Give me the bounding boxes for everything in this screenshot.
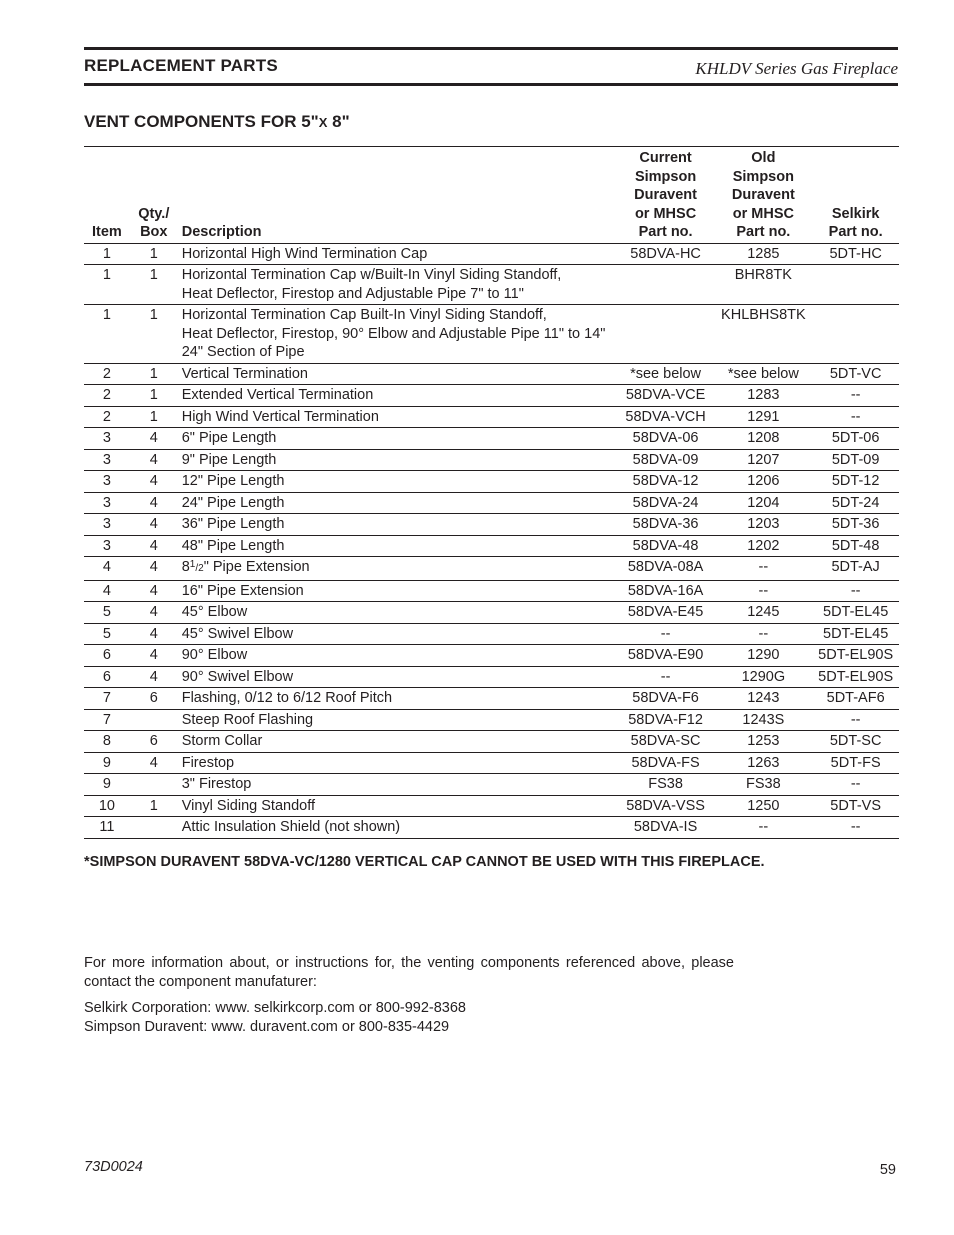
description-line: 36" Pipe Length	[181, 516, 285, 532]
cell-old-part: --	[714, 817, 812, 839]
cell-old-part: --	[714, 580, 812, 602]
cell-current-part: 58DVA-36	[617, 514, 715, 536]
table-row	[84, 731, 899, 753]
col-header-item: Item	[84, 147, 130, 244]
cell-current-part: 58DVA-VCH	[617, 406, 715, 428]
cell-item: 9	[84, 752, 130, 774]
cell-description	[178, 363, 617, 385]
description-line: $8^1/2$" Pipe Extension	[181, 559, 310, 575]
table-row	[84, 623, 899, 645]
cell-current-part: 58DVA-IS	[617, 817, 715, 839]
cell-description	[178, 645, 617, 667]
table-row	[84, 580, 899, 602]
description-line: 90° Elbow	[181, 647, 248, 663]
cell-current-part: --	[617, 623, 715, 645]
series-title: KHLDV Series Gas Fireplace	[695, 59, 898, 78]
table-row	[84, 752, 899, 774]
info-paragraph: For more information about, or instructions for, the venting components referenced above, please contact the component manufaturer:	[84, 955, 734, 990]
table-row	[84, 666, 899, 688]
cell-selkirk-part: 5DT-12	[812, 471, 899, 493]
cell-item: 3	[84, 449, 130, 471]
cell-old-part: KHLBHS8TK	[714, 305, 812, 364]
col-header-selkirk-part: Selkirk Part no.	[812, 147, 899, 244]
cell-qty: 4	[130, 645, 178, 667]
cell-old-part: 1253	[714, 731, 812, 753]
cell-item: 2	[84, 406, 130, 428]
description-line: 24" Section of Pipe	[181, 344, 305, 360]
cell-selkirk-part: 5DT-06	[812, 428, 899, 450]
cell-qty: 4	[130, 557, 178, 581]
description-line: Horizontal Termination Cap w/Built-In Vinyl Siding Standoff,	[181, 267, 562, 283]
cell-item: 6	[84, 645, 130, 667]
description-line: 16" Pipe Extension	[181, 582, 304, 599]
cell-item: 1	[84, 265, 130, 305]
cell-description	[178, 752, 617, 774]
cell-selkirk-part	[812, 305, 899, 364]
description-line: Horizontal Termination Cap Built-In Vinyl Siding Standoff,	[181, 307, 547, 323]
cell-description	[178, 265, 617, 305]
cell-old-part: 1203	[714, 514, 812, 536]
cell-old-part: 1283	[714, 385, 812, 407]
cell-current-part: 58DVA-E90	[617, 645, 715, 667]
cell-old-part: --	[714, 623, 812, 645]
cell-old-part: 1206	[714, 471, 812, 493]
cell-selkirk-part: --	[812, 406, 899, 428]
description-line: Heat Deflector, Firestop, 90° Elbow and Adjustable Pipe 11" to 14"	[181, 325, 606, 342]
description-line: Heat Deflector, Firestop and Adjustable Pipe 7" to 11"	[181, 285, 524, 302]
cell-item: 9	[84, 774, 130, 796]
manufacturer-info	[84, 954, 734, 1036]
cell-item: 1	[84, 305, 130, 364]
page-number: 59	[879, 1162, 896, 1178]
cell-item: 3	[84, 492, 130, 514]
cell-selkirk-part: 5DT-AJ	[812, 557, 899, 581]
vertical-cap-warning: *SIMPSON DURAVENT 58DVA-VC/1280 VERTICAL CAP CANNOT BE USED WITH THIS FIREPLACE.	[84, 854, 765, 870]
table-row	[84, 385, 899, 407]
table-row	[84, 645, 899, 667]
cell-selkirk-part: --	[812, 817, 899, 839]
cell-selkirk-part: 5DT-AF6	[812, 688, 899, 710]
table-row	[84, 471, 899, 493]
cell-selkirk-part: 5DT-09	[812, 449, 899, 471]
col-header-current-part: Current Simpson Duravent or MHSC Part no.	[617, 147, 715, 244]
cell-qty: 1	[130, 265, 178, 305]
cell-qty: 1	[130, 363, 178, 385]
cell-qty: 4	[130, 666, 178, 688]
table-row	[84, 514, 899, 536]
cell-current-part: 58DVA-VCE	[617, 385, 715, 407]
cell-current-part: 58DVA-VSS	[617, 795, 715, 817]
cell-item: 5	[84, 623, 130, 645]
header-bottom-rule	[84, 83, 898, 86]
cell-description	[178, 580, 617, 602]
cell-old-part: 1243	[714, 688, 812, 710]
table-row	[84, 535, 899, 557]
cell-old-part: 1290G	[714, 666, 812, 688]
description-line: High Wind Vertical Termination	[181, 408, 379, 425]
cell-item: 2	[84, 385, 130, 407]
cell-item: 3	[84, 535, 130, 557]
cell-selkirk-part: 5DT-VC	[812, 363, 899, 385]
selkirk-contact: Selkirk Corporation: www. selkirkcorp.com or 800-992-8368	[84, 1000, 466, 1016]
table-row	[84, 363, 899, 385]
cell-qty: 4	[130, 752, 178, 774]
cell-old-part: --	[714, 557, 812, 581]
cell-old-part: 1204	[714, 492, 812, 514]
cell-selkirk-part: --	[812, 385, 899, 407]
description-line: 45° Swivel Elbow	[181, 625, 294, 642]
cell-selkirk-part: --	[812, 709, 899, 731]
table-row	[84, 774, 899, 796]
cell-item: 3	[84, 471, 130, 493]
cell-description	[178, 557, 617, 581]
cell-current-part: FS38	[617, 774, 715, 796]
description-line: 9" Pipe Length	[181, 451, 277, 468]
cell-qty	[130, 709, 178, 731]
cell-selkirk-part: 5DT-EL90S	[812, 666, 899, 688]
description-line: Steep Roof Flashing	[181, 711, 314, 728]
cell-description	[178, 817, 617, 839]
cell-selkirk-part: 5DT-EL45	[812, 602, 899, 624]
cell-old-part: 1250	[714, 795, 812, 817]
cell-current-part	[617, 265, 715, 305]
cell-old-part: 1202	[714, 535, 812, 557]
cell-qty: 1	[130, 243, 178, 265]
description-line: Storm Collar	[181, 733, 263, 749]
table-row	[84, 243, 899, 265]
cell-qty: 1	[130, 795, 178, 817]
cell-old-part: 1285	[714, 243, 812, 265]
cell-current-part: 58DVA-48	[617, 535, 715, 557]
cell-current-part: 58DVA-F6	[617, 688, 715, 710]
cell-description	[178, 795, 617, 817]
cell-item: 5	[84, 602, 130, 624]
cell-description	[178, 243, 617, 265]
cell-description	[178, 385, 617, 407]
cell-old-part: 1245	[714, 602, 812, 624]
description-line: 24" Pipe Length	[181, 494, 285, 511]
cell-qty: 4	[130, 492, 178, 514]
cell-qty: 6	[130, 688, 178, 710]
table-row	[84, 428, 899, 450]
cell-qty: 1	[130, 305, 178, 364]
cell-current-part	[617, 305, 715, 364]
col-header-description: Description	[178, 147, 617, 244]
cell-qty	[130, 817, 178, 839]
cell-selkirk-part: 5DT-EL90S	[812, 645, 899, 667]
cell-description	[178, 731, 617, 753]
table-row	[84, 449, 899, 471]
cell-current-part: 58DVA-24	[617, 492, 715, 514]
cell-description	[178, 688, 617, 710]
vent-components-table	[84, 146, 899, 839]
cell-current-part: 58DVA-E45	[617, 602, 715, 624]
cell-selkirk-part: --	[812, 580, 899, 602]
simpson-contact: Simpson Duravent: www. duravent.com or 800-835-4429	[84, 1018, 450, 1035]
description-line: 48" Pipe Length	[181, 537, 285, 554]
table-row	[84, 688, 899, 710]
table-title: VENT COMPONENTS FOR 5"X 8"	[84, 112, 350, 131]
description-line: Flashing, 0/12 to 6/12 Roof Pitch	[181, 690, 393, 706]
cell-description	[178, 623, 617, 645]
cell-qty: 4	[130, 449, 178, 471]
cell-selkirk-part	[812, 265, 899, 305]
cell-old-part: *see below	[714, 363, 812, 385]
cell-selkirk-part: 5DT-EL45	[812, 623, 899, 645]
cell-selkirk-part: 5DT-SC	[812, 731, 899, 753]
cell-description	[178, 449, 617, 471]
description-line: Vertical Termination	[181, 365, 308, 382]
cell-description	[178, 305, 617, 364]
document-code: 73D0024	[84, 1159, 143, 1175]
table-row	[84, 602, 899, 624]
cell-qty: 6	[130, 731, 178, 753]
cell-old-part: 1290	[714, 645, 812, 667]
cell-description	[178, 428, 617, 450]
cell-current-part: 58DVA-SC	[617, 731, 715, 753]
cell-old-part: 1263	[714, 752, 812, 774]
table-row	[84, 795, 899, 817]
cell-description	[178, 514, 617, 536]
section-title: REPLACEMENT PARTS	[84, 56, 278, 75]
cell-current-part: 58DVA-06	[617, 428, 715, 450]
cell-description	[178, 492, 617, 514]
cell-qty	[130, 774, 178, 796]
cell-old-part: 1207	[714, 449, 812, 471]
cell-description	[178, 471, 617, 493]
cell-current-part: *see below	[617, 363, 715, 385]
description-line: Extended Vertical Termination	[181, 387, 374, 403]
table-row	[84, 406, 899, 428]
description-line: Horizontal High Wind Termination Cap	[181, 245, 428, 262]
cell-description	[178, 406, 617, 428]
cell-old-part: 1291	[714, 406, 812, 428]
cell-qty: 4	[130, 580, 178, 602]
cell-item: 3	[84, 514, 130, 536]
table-row	[84, 817, 899, 839]
description-line: Vinyl Siding Standoff	[181, 797, 316, 814]
cell-selkirk-part: --	[812, 774, 899, 796]
col-header-qty: Qty./ Box	[130, 147, 178, 244]
cell-item: 4	[84, 580, 130, 602]
description-line: 6" Pipe Length	[181, 430, 277, 446]
description-line: Attic Insulation Shield (not shown)	[181, 819, 401, 835]
cell-item: 6	[84, 666, 130, 688]
cell-item: 3	[84, 428, 130, 450]
cell-item: 1	[84, 243, 130, 265]
cell-current-part: 58DVA-08A	[617, 557, 715, 581]
cell-current-part: 58DVA-HC	[617, 243, 715, 265]
cell-selkirk-part: 5DT-24	[812, 492, 899, 514]
cell-qty: 4	[130, 471, 178, 493]
cell-old-part: BHR8TK	[714, 265, 812, 305]
cell-qty: 4	[130, 428, 178, 450]
cell-selkirk-part: 5DT-HC	[812, 243, 899, 265]
cell-old-part: 1243S	[714, 709, 812, 731]
cell-description	[178, 774, 617, 796]
cell-current-part: 58DVA-09	[617, 449, 715, 471]
table-row	[84, 305, 899, 364]
cell-item: 10	[84, 795, 130, 817]
cell-current-part: 58DVA-16A	[617, 580, 715, 602]
cell-qty: 4	[130, 514, 178, 536]
col-header-old-part: Old Simpson Duravent or MHSC Part no.	[714, 147, 812, 244]
cell-current-part: 58DVA-12	[617, 471, 715, 493]
table-row	[84, 265, 899, 305]
cell-qty: 4	[130, 535, 178, 557]
cell-item: 4	[84, 557, 130, 581]
cell-description	[178, 666, 617, 688]
cell-current-part: 58DVA-F12	[617, 709, 715, 731]
cell-selkirk-part: 5DT-48	[812, 535, 899, 557]
cell-qty: 4	[130, 602, 178, 624]
table-row	[84, 557, 899, 581]
description-line: Firestop	[181, 754, 235, 771]
cell-item: 7	[84, 688, 130, 710]
cell-description	[178, 709, 617, 731]
cell-current-part: 58DVA-FS	[617, 752, 715, 774]
cell-current-part: --	[617, 666, 715, 688]
cell-selkirk-part: 5DT-FS	[812, 752, 899, 774]
cell-qty: 1	[130, 406, 178, 428]
description-line: 90° Swivel Elbow	[181, 668, 294, 685]
table-row	[84, 709, 899, 731]
table-body	[84, 243, 899, 838]
cell-qty: 1	[130, 385, 178, 407]
cell-old-part: FS38	[714, 774, 812, 796]
table-header-row	[84, 147, 899, 244]
cell-qty: 4	[130, 623, 178, 645]
description-line: 45° Elbow	[181, 604, 248, 620]
description-line: 3" Firestop	[181, 776, 252, 792]
description-line: 12" Pipe Length	[181, 473, 285, 489]
table-row	[84, 492, 899, 514]
cell-old-part: 1208	[714, 428, 812, 450]
cell-item: 8	[84, 731, 130, 753]
header-top-rule	[84, 47, 898, 50]
cell-item: 11	[84, 817, 130, 839]
cell-selkirk-part: 5DT-VS	[812, 795, 899, 817]
cell-item: 7	[84, 709, 130, 731]
cell-item: 2	[84, 363, 130, 385]
cell-description	[178, 602, 617, 624]
cell-selkirk-part: 5DT-36	[812, 514, 899, 536]
cell-description	[178, 535, 617, 557]
